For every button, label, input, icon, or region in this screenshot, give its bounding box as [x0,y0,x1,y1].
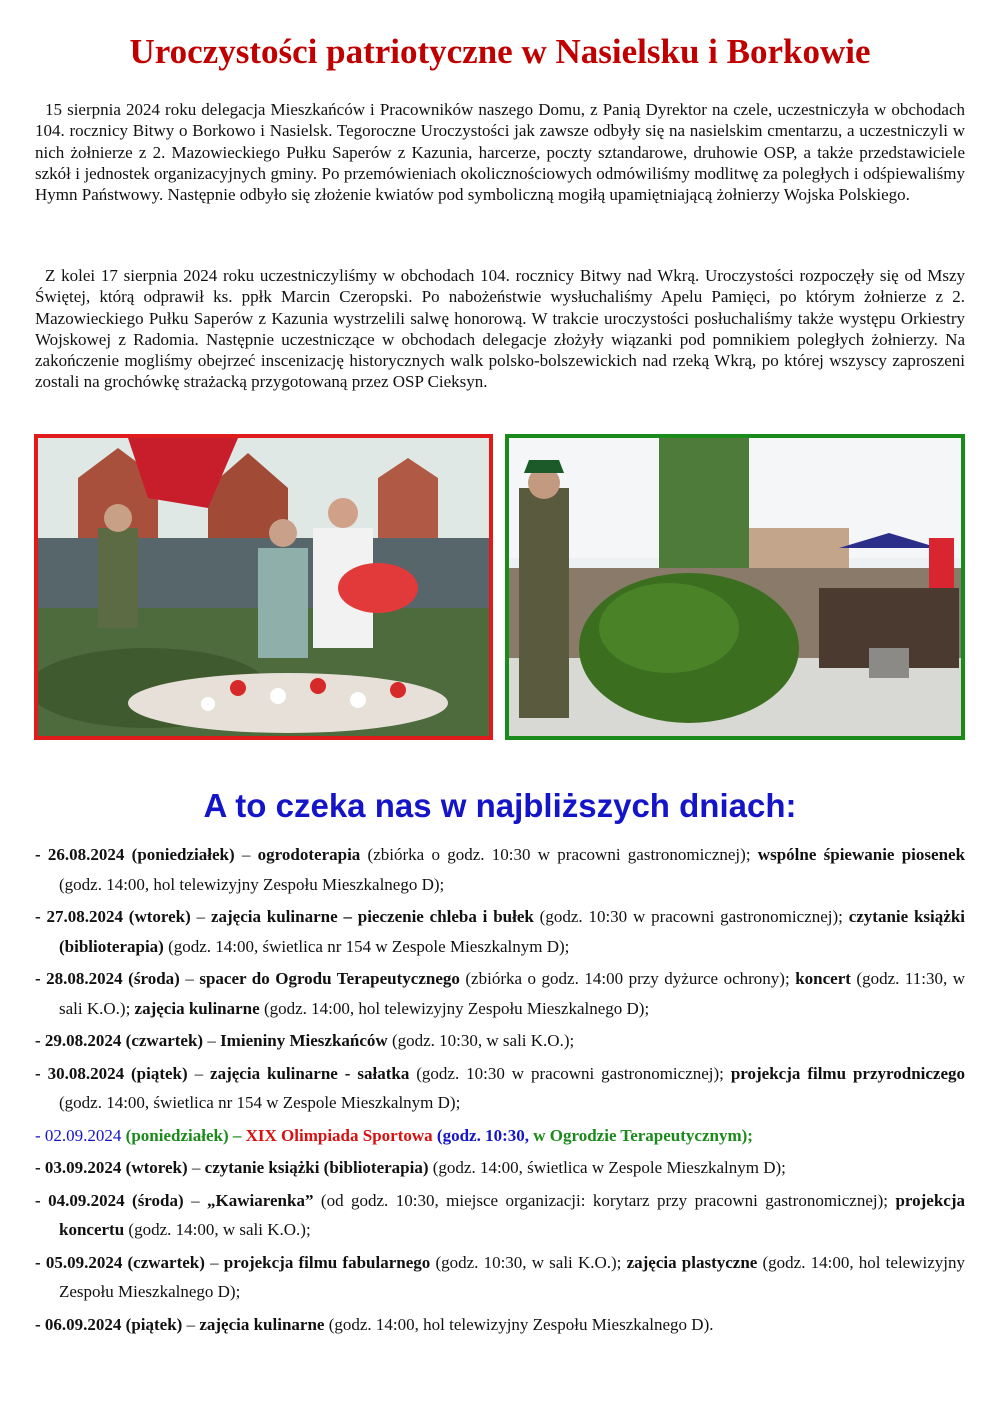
event-activity: ogrodoterapia [257,845,361,864]
event-activity: zajęcia kulinarne [199,1314,325,1334]
event-date: - 06.09.2024 (piątek) [35,1314,183,1334]
event-details: (godz. 10:30, w sali K.O.); [430,1252,627,1272]
paragraph-borkowo: 15 sierpnia 2024 roku delegacja Mieszkańców i Pracowników naszego Domu, z Panią Dyrektor na czele, uczestniczyła w obchodach 104. rocznicy Bitwy o Borkowo i Nasielsk. Tegoroczne Uroczystości jak zawsze odbyły się na nasielskim cmentarzu, a uczestniczyli w nich żołnierze z 2. Mazowieckiego Pułku Saperów z Kazunia, harcerze, poczty sztandarowe, druhowie OSP, a także przedstawiciele szkół i jednostek organizacyjnych gminy. Po przemówieniach okolicznościowych odmówiliśmy modlitwę za poległych i odśpiewaliśmy Hymn Państwowy. Następnie odbyło się złożenie kwiatów pod symboliczną mogiłą upamiętniającą żołnierzy Wojska Polskiego. [35,100,965,205]
event-time: (godz. 10:30, [432,1125,529,1145]
photo-cemetery-image [38,438,489,736]
event-activity: zajęcia kulinarne [134,998,260,1018]
event-activity: projekcja filmu fabularnego [223,1252,431,1272]
event-details: (godz. 14:00, w sali K.O.); [124,1220,311,1239]
event-activity: projekcja filmu przyrodniczego [730,1063,966,1083]
event-details: (godz. 14:00, hol telewizyjny Zespołu Mieszkalnego D); [59,1252,965,1301]
event-date: - 03.09.2024 (wtorek) [35,1158,188,1177]
event-item: - 26.08.2024 (poniedziałek) – ogrodoterapia (zbiórka o godz. 10:30 w pracowni gastronomicznej); wspólne śpiewanie piosenek (godz. 14:00, hol telewizyjny Zespołu Mieszkalnego D); [35,845,966,894]
event-activity: projekcja koncertu [59,1190,966,1239]
event-activity: „Kawiarenka” [207,1190,314,1210]
event-date: - 26.08.2024 (poniedziałek) [35,845,235,864]
event-details: (godz. 11:30, w sali K.O.); [59,969,966,1018]
event-activity: wspólne śpiewanie piosenek [757,845,966,864]
event-item: - 04.09.2024 (środa) – „Kawiarenka” (od godz. 10:30, miejsce organizacji: korytarz przy pracowni gastronomicznej); projekcja koncertu (godz. 14:00, w sali K.O.); [35,1190,966,1239]
event-details: (od godz. 10:30, miejsce organizacji: korytarz przy pracowni gastronomicznej); [313,1190,896,1210]
events-list [35,840,965,1342]
event-item: - 27.08.2024 (wtorek) – zajęcia kulinarne – pieczenie chleba i bułek (godz. 10:30 w pracowni gastronomicznej); czytanie książki (biblioterapia) (godz. 14:00, świetlica nr 154 w Zespole Mieszkalnym D); [35,907,965,956]
event-activity: zajęcia plastyczne [626,1252,758,1272]
event-item: - 29.08.2024 (czwartek) – Imieniny Mieszkańców (godz. 10:30, w sali K.O.); [35,1031,575,1050]
event-details: (godz. 14:00, hol telewizyjny Zespołu Mieszkalnego D); [259,998,650,1018]
event-details: (zbiórka o godz. 10:30 w pracowni gastronomicznej); [360,845,758,864]
event-item: - 30.08.2024 (piątek) – zajęcia kulinarne - sałatka (godz. 10:30 w pracowni gastronomicznej); projekcja filmu przyrodniczego (godz. 14:00, świetlica nr 154 w Zespole Mieszkalnym D); [35,1063,966,1112]
event-day: (poniedziałek) [121,1125,229,1145]
event-details: (godz. 10:30, w sali K.O.); [387,1031,575,1050]
event-item: - 06.09.2024 (piątek) – zajęcia kulinarne (godz. 14:00, hol telewizyjny Zespołu Mieszkalnego D). [35,1314,714,1334]
event-item: - 03.09.2024 (wtorek) – czytanie książki (biblioterapia) (godz. 14:00, świetlica w Zespole Mieszkalnym D); [35,1158,786,1177]
event-details: (zbiórka o godz. 14:00 przy dyżurce ochrony); [459,969,796,988]
event-date: - 30.08.2024 (piątek) [35,1063,188,1083]
event-activity: czytanie książki (biblioterapia) [59,907,965,956]
page-title: Uroczystości patriotyczne w Nasielsku i Borkowie [129,32,871,71]
event-activity: zajęcia kulinarne – pieczenie chleba i bułek [210,907,534,926]
event-details: (godz. 14:00, świetlica nr 154 w Zespole Mieszkalnym D); [163,936,570,956]
event-activity: XIX Olimpiada Sportowa [245,1125,433,1145]
paragraph-wkra: Z kolei 17 sierpnia 2024 roku uczestniczyliśmy w obchodach 104. rocznicy Bitwy nad Wkrą. Uroczystości rozpoczęły się od Mszy Świętej, którą odprawił ks. ppłk Marcin Czeropski. Po nabożeństwie wysłuchaliśmy Apelu Pamięci, po którym żołnierze z 2. Mazowieckiego Pułku Saperów z Kazunia wystrzelili salwę honorową. W trakcie uroczystości posłuchaliśmy także występu Orkiestry Wojskowej z Radomia. Następnie uczestniczące w obchodach delegacje złożyły wiązanki pod pomnikiem poległych żołnierzy. Na zakończenie mogliśmy obejrzeć inscenizację historycznych walk polsko-bolszewickich nad rzeką Wkrą, po której wszyscy zaproszeni zostali na grochówkę strażacką przygotowaną przez OSP Cieksyn. [35,266,965,392]
event-activity: koncert [795,969,851,988]
event-details: (godz. 14:00, świetlica w Zespole Mieszkalnym D); [428,1158,786,1177]
event-date: - 04.09.2024 (środa) [35,1190,184,1210]
event-date: - 29.08.2024 (czwartek) [35,1031,204,1050]
event-activity: zajęcia kulinarne - sałatka [210,1063,410,1083]
event-place: w Ogrodzie Terapeutycznym); [528,1125,753,1145]
event-details: (godz. 10:30 w pracowni gastronomicznej); [533,907,849,926]
event-details: (godz. 14:00, hol telewizyjny Zespołu Mieszkalnego D). [324,1314,714,1334]
photo-memorial-ceremony [505,434,965,740]
event-date: - 05.09.2024 (czwartek) [35,1252,205,1272]
event-item: - 28.08.2024 (środa) – spacer do Ogrodu Terapeutycznego (zbiórka o godz. 14:00 przy dyżurce ochrony); koncert (godz. 11:30, w sali K.O.); zajęcia kulinarne (godz. 14:00, hol telewizyjny Zespołu Mieszkalnego D); [35,969,966,1018]
event-activity: czytanie książki (biblioterapia) [204,1158,429,1177]
event-activity: spacer do Ogrodu Terapeutycznego [199,969,460,988]
event-details: (godz. 10:30 w pracowni gastronomicznej); [409,1063,731,1083]
event-activity: Imieniny Mieszkańców [220,1031,388,1050]
event-date: - 02.09.2024 [35,1125,122,1145]
event-details: (godz. 14:00, hol telewizyjny Zespołu Mieszkalnego D); [59,874,445,894]
event-item-olympiad: - 02.09.2024 (poniedziałek) – XIX Olimpiada Sportowa (godz. 10:30, w Ogrodzie Terapeutycznym); [35,1125,753,1145]
event-date: - 28.08.2024 (środa) [35,969,180,988]
photo-memorial-image [509,438,961,736]
upcoming-events-heading: A to czeka nas w najbliższych dniach: [203,787,797,824]
photo-cemetery-ceremony [34,434,493,740]
event-item: - 05.09.2024 (czwartek) – projekcja filmu fabularnego (godz. 10:30, w sali K.O.); zajęcia plastyczne (godz. 14:00, hol telewizyjny Zespołu Mieszkalnego D); [35,1252,965,1301]
event-details: (godz. 14:00, świetlica nr 154 w Zespole Mieszkalnym D); [59,1093,461,1112]
event-date: - 27.08.2024 (wtorek) [35,907,191,926]
